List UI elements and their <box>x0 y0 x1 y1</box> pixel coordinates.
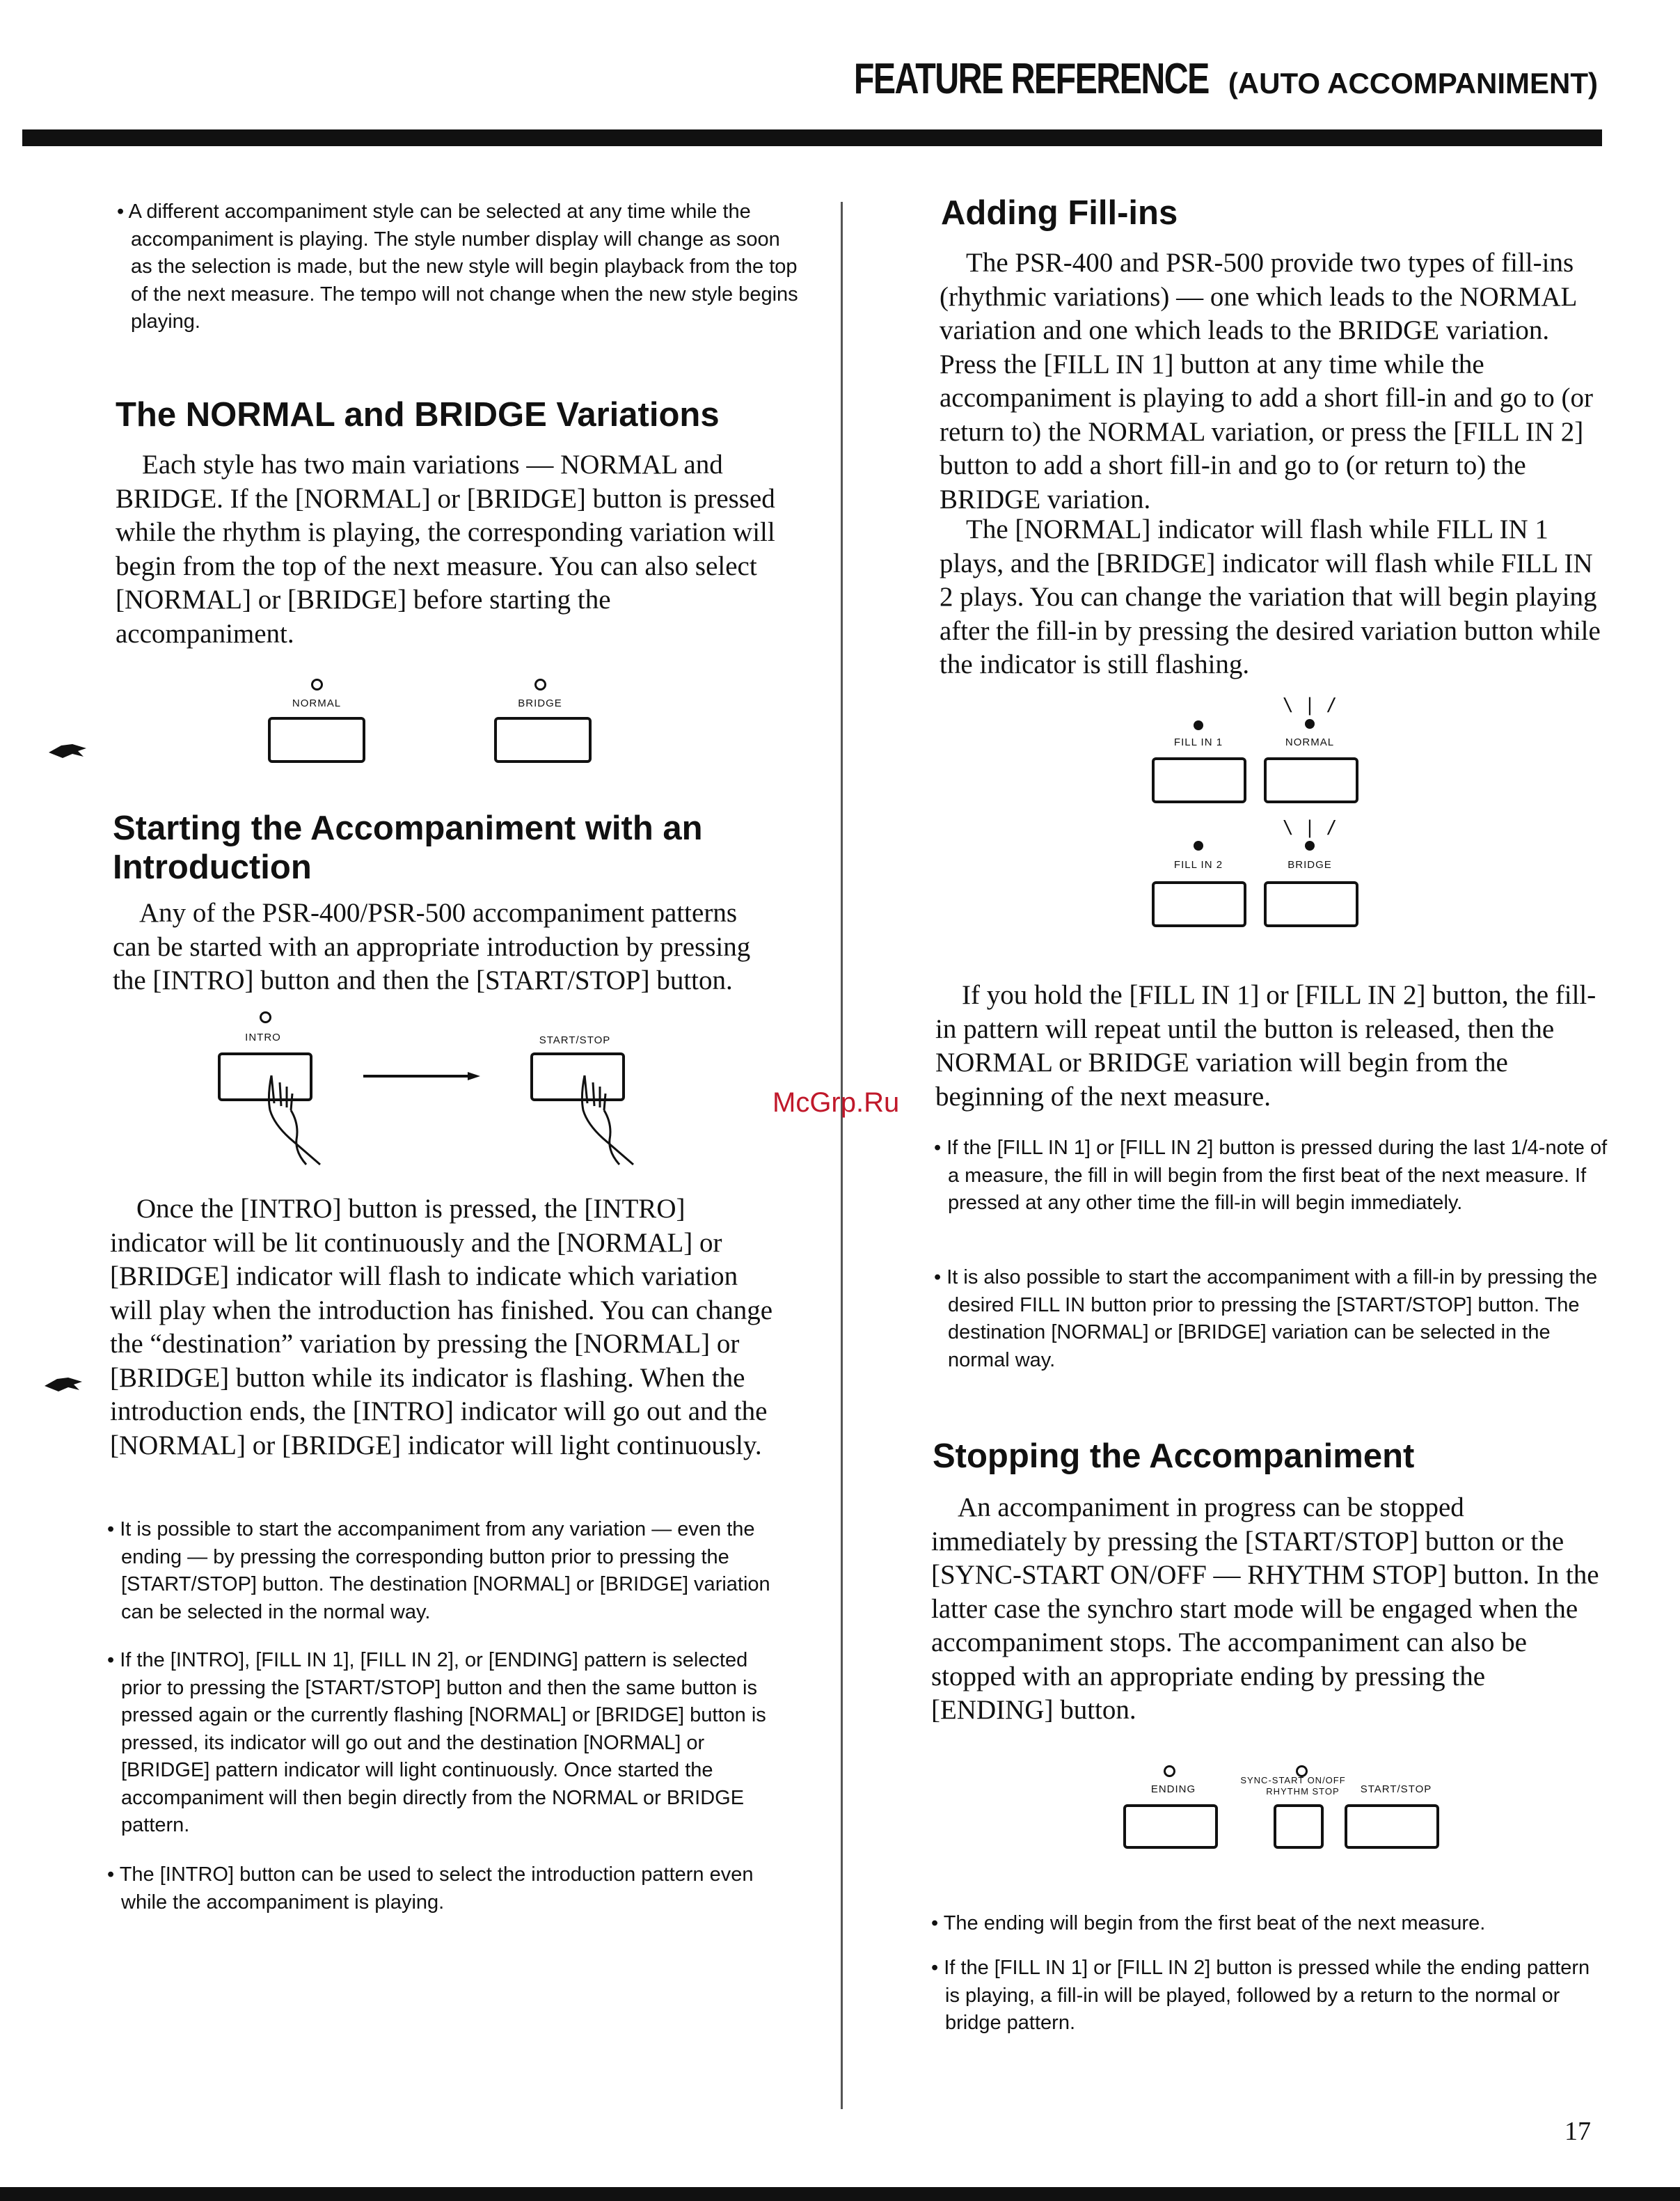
fill2-indicator <box>1194 841 1203 851</box>
ending-button-label: ENDING <box>1150 1783 1196 1795</box>
fill1-indicator <box>1194 720 1203 730</box>
heading-variations: The NORMAL and BRIDGE Variations <box>116 396 720 434</box>
bridge-button-right[interactable] <box>1264 881 1358 927</box>
stopping-bullet-2: • If the [FILL IN 1] or [FILL IN 2] button is pressed while the ending pattern is playing, a fill-in will be played, followed by a return to the normal or bridge pattern. <box>931 1955 1606 2037</box>
variations-body: Each style has two main variations — NORMAL and BRIDGE. If the [NORMAL] or [BRIDGE] button is pressed while the rhythm is playing, the corresponding variation will begin from the top of the next measure. You can also select [NORMAL] or [BRIDGE] before starting the accompaniment. <box>116 450 775 649</box>
intro-body: Any of the PSR-400/PSR-500 accompaniment patterns can be started with an appropriate introduction by pressing the [INTRO] button and then the [START/STOP] button. <box>113 898 751 995</box>
margin-pointer-icon <box>47 736 89 769</box>
fill1-button-label: FILL IN 1 <box>1173 736 1223 748</box>
bridge-indicator <box>534 679 546 691</box>
flashing-rays-icon: \ | / <box>1282 695 1338 716</box>
bridge-button-label: BRIDGE <box>518 697 562 709</box>
intro-bullet-1: • It is possible to start the accompaniment from any variation — even the ending — by pressing the corresponding button prior to pressing the [START/STOP] button. The destination [NORMAL] or [BRIDGE] variation can be selected in the normal way. <box>107 1516 789 1626</box>
header-title-sub: (AUTO ACCOMPANIMENT) <box>1228 67 1598 100</box>
pressing-hand-icon <box>564 1075 647 1166</box>
fillins-body-3: If you hold the [FILL IN 1] or [FILL IN 2] button, the fill-in pattern will repeat until the button is released, then the NORMAL or BRIDGE variation will begin from the beginning of the next measure. <box>935 980 1596 1112</box>
pressing-hand-icon <box>251 1075 334 1166</box>
bullet-style-change: • A different accompaniment style can be selected at any time while the accompaniment is playing. The style number display will change as soon as the selection is made, but the new style will begin playback from the top of the next measure. The tempo will not change when the new style begins playing. <box>117 198 799 336</box>
fillins-body-2: The [NORMAL] indicator will flash while FILL IN 1 plays, and the [BRIDGE] indicator will flash while FILL IN 2 plays. You can change the variation that will begin playing after the fill-in by pressing the desired variation button while the indicator is still flashing. <box>940 514 1601 679</box>
bridge-button[interactable] <box>494 717 592 763</box>
flashing-rays-icon: \ | / <box>1282 817 1338 838</box>
column-divider <box>841 202 843 2109</box>
rhythm-stop-label: RHYTHM STOP <box>1266 1786 1340 1797</box>
intro-button-label: INTRO <box>245 1032 281 1043</box>
normal-button[interactable] <box>268 717 365 763</box>
normal-button-right[interactable] <box>1264 757 1358 803</box>
bridge-flashing-indicator <box>1305 841 1315 851</box>
normal-flashing-indicator <box>1305 719 1315 729</box>
heading-fillins: Adding Fill-ins <box>941 194 1178 232</box>
intro-bullet-3: • The [INTRO] button can be used to select the introduction pattern even while the accompaniment is playing. <box>107 1861 789 1916</box>
fillins-bullet-1: • If the [FILL IN 1] or [FILL IN 2] button is pressed during the last 1/4-note of a measure, the fill in will begin from the first beat of the next measure. If pressed at any other time the fill-in will begin immediately. <box>934 1135 1609 1217</box>
heading-stopping: Stopping the Accompaniment <box>933 1437 1415 1475</box>
page-number: 17 <box>1564 2117 1591 2146</box>
fillins-bullet-2: • It is also possible to start the accompaniment with a fill-in by pressing the desired FILL IN button prior to pressing the [START/STOP] button. The destination [NORMAL] or [BRIDGE] variation can be selected in the normal way. <box>934 1264 1609 1374</box>
watermark: McGrp.Ru <box>772 1087 900 1118</box>
top-rule <box>22 129 1602 146</box>
intro-body-2: Once the [INTRO] button is pressed, the [INTRO] indicator will be lit continuously and the [NORMAL] or [BRIDGE] indicator will flash to indicate which variation will play when the introduction has finished. You can change the “destination” variation by pressing the [NORMAL] or [BRIDGE] button while its indicator is flashing. When the introduction ends, the [INTRO] indicator will go out and the [NORMAL] or [BRIDGE] indicator will light continuously. <box>110 1194 773 1460</box>
fill2-button[interactable] <box>1152 881 1246 927</box>
sync-start-label: SYNC-START ON/OFF <box>1240 1775 1346 1785</box>
intro-indicator <box>260 1011 271 1023</box>
bottom-rule <box>0 2187 1680 2201</box>
fill2-button-label: FILL IN 2 <box>1173 859 1223 871</box>
startstop-button-right[interactable] <box>1345 1804 1439 1849</box>
ending-indicator <box>1164 1765 1175 1777</box>
sync-start-button[interactable] <box>1274 1804 1324 1849</box>
bridge-button-label-right: BRIDGE <box>1287 859 1332 871</box>
ending-button[interactable] <box>1123 1804 1218 1849</box>
normal-button-label: NORMAL <box>292 697 342 709</box>
arrow-right-icon <box>363 1071 482 1084</box>
intro-bullet-2: • If the [INTRO], [FILL IN 1], [FILL IN 2], or [ENDING] pattern is selected prior to pressing the [START/STOP] button and then the same button is pressed again or the currently flashing [NORMAL] or [BRIDGE] button is pressed, its indicator will go out and the destination [NORMAL] or [BRIDGE] pattern indicator will light continuously. Once started the accompaniment will then begin directly from the NORMAL or BRIDGE pattern. <box>107 1647 789 1840</box>
fill1-button[interactable] <box>1152 757 1246 803</box>
startstop-button-label-right: START/STOP <box>1360 1783 1432 1795</box>
stopping-bullet-1: • The ending will begin from the first beat of the next measure. <box>931 1910 1606 1938</box>
heading-intro: Starting the Accompaniment with an Introduction <box>113 810 703 886</box>
header-title-main: FEATURE REFERENCE <box>853 55 1209 103</box>
page-header <box>754 54 1598 104</box>
normal-indicator <box>311 679 323 691</box>
startstop-button-label: START/STOP <box>539 1034 611 1046</box>
margin-pointer-icon <box>43 1370 85 1403</box>
normal-button-label-right: NORMAL <box>1285 736 1335 748</box>
fillins-body: The PSR-400 and PSR-500 provide two types of fill-ins (rhythmic variations) — one which leads to the NORMAL variation and one which leads to the BRIDGE variation. Press the [FILL IN 1] button at any time while the accompaniment is playing to add a short fill-in and go to (or return to) the NORMAL variation, or press the [FILL IN 2] button to add a short fill-in and go to (or return to) the BRIDGE variation. <box>940 248 1594 514</box>
stopping-body: An accompaniment in progress can be stopped immediately by pressing the [START/STOP] button or the [SYNC-START ON/OFF — RHYTHM STOP] button. In the latter case the synchro start mode will be engaged when the accompaniment stops. The accompaniment can also be stopped with an appropriate ending by pressing the [ENDING] button. <box>931 1492 1599 1725</box>
